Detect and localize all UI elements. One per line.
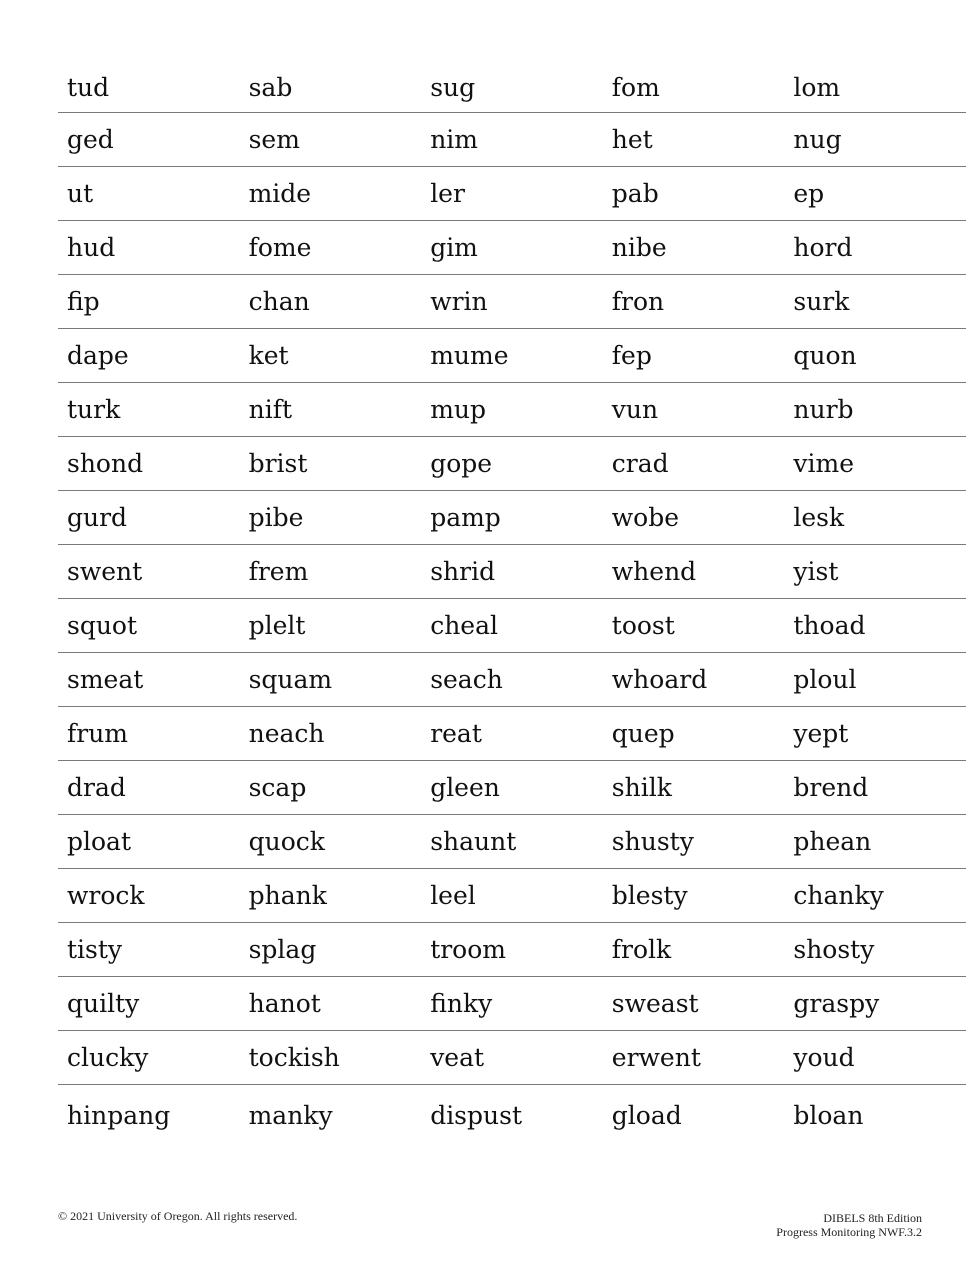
- word-cell: yept: [784, 707, 966, 761]
- word-row: [58, 491, 966, 545]
- word-cell: clucky: [58, 1031, 240, 1085]
- word-cell: drad: [58, 761, 240, 815]
- word-cell: ep: [784, 167, 966, 221]
- word-cell: sem: [240, 113, 422, 167]
- word-cell: phank: [240, 869, 422, 923]
- form-info: [776, 1211, 922, 1239]
- word-cell: yist: [784, 545, 966, 599]
- word-cell: gope: [421, 437, 603, 491]
- word-cell: swent: [58, 545, 240, 599]
- word-row: [58, 923, 966, 977]
- word-cell: hud: [58, 221, 240, 275]
- word-cell: ploul: [784, 653, 966, 707]
- word-cell: shrid: [421, 545, 603, 599]
- word-cell: quock: [240, 815, 422, 869]
- word-cell: fom: [603, 60, 785, 113]
- form-label: Progress Monitoring NWF.3.2: [776, 1225, 922, 1239]
- word-cell: shaunt: [421, 815, 603, 869]
- word-row: [58, 1031, 966, 1085]
- word-cell: vime: [784, 437, 966, 491]
- word-grid-body: [58, 60, 966, 1145]
- word-cell: fome: [240, 221, 422, 275]
- edition-label: DIBELS 8th Edition: [823, 1211, 922, 1225]
- word-cell: fron: [603, 275, 785, 329]
- word-cell: mup: [421, 383, 603, 437]
- word-row: [58, 383, 966, 437]
- word-cell: pamp: [421, 491, 603, 545]
- word-cell: plelt: [240, 599, 422, 653]
- word-cell: brend: [784, 761, 966, 815]
- word-cell: wrin: [421, 275, 603, 329]
- word-cell: sug: [421, 60, 603, 113]
- word-row: [58, 113, 966, 167]
- word-cell: pibe: [240, 491, 422, 545]
- word-cell: smeat: [58, 653, 240, 707]
- copyright-notice: © 2021 University of Oregon. All rights reserved.: [58, 1209, 298, 1223]
- word-cell: finky: [421, 977, 603, 1031]
- word-cell: mume: [421, 329, 603, 383]
- word-row: [58, 599, 966, 653]
- word-cell: nim: [421, 113, 603, 167]
- word-cell: scap: [240, 761, 422, 815]
- word-cell: vun: [603, 383, 785, 437]
- word-cell: squot: [58, 599, 240, 653]
- word-cell: frum: [58, 707, 240, 761]
- word-row: [58, 1085, 966, 1146]
- word-cell: gload: [611, 1100, 682, 1130]
- word-row: [58, 60, 966, 113]
- word-cell: wobe: [603, 491, 785, 545]
- word-cell: thoad: [784, 599, 966, 653]
- word-cell: hanot: [240, 977, 422, 1031]
- word-cell: phean: [784, 815, 966, 869]
- word-cell: youd: [784, 1031, 966, 1085]
- word-cell: squam: [240, 653, 422, 707]
- word-cell: ploat: [58, 815, 240, 869]
- word-cell: fip: [58, 275, 240, 329]
- word-cell: whend: [603, 545, 785, 599]
- word-row: [58, 437, 966, 491]
- word-cell: manky: [248, 1100, 333, 1130]
- word-cell: tisty: [58, 923, 240, 977]
- word-cell: crad: [603, 437, 785, 491]
- word-cell: nurb: [784, 383, 966, 437]
- word-cell: quilty: [58, 977, 240, 1031]
- word-grid: [58, 60, 966, 1145]
- word-cell: fep: [603, 329, 785, 383]
- word-cell: troom: [421, 923, 603, 977]
- word-cell: seach: [421, 653, 603, 707]
- word-row: [58, 869, 966, 923]
- word-cell: gurd: [58, 491, 240, 545]
- word-cell: gim: [421, 221, 603, 275]
- word-cell: whoard: [603, 653, 785, 707]
- word-cell: tockish: [240, 1031, 422, 1085]
- word-cell: quep: [603, 707, 785, 761]
- word-row: [58, 329, 966, 383]
- word-cell: bloan: [793, 1100, 864, 1130]
- word-cell: shond: [58, 437, 240, 491]
- word-cell: chan: [240, 275, 422, 329]
- word-cell: shilk: [603, 761, 785, 815]
- word-cell: blesty: [603, 869, 785, 923]
- word-cell: reat: [421, 707, 603, 761]
- word-cell: frolk: [603, 923, 785, 977]
- word-cell: graspy: [784, 977, 966, 1031]
- word-row: [58, 275, 966, 329]
- word-cell: dape: [58, 329, 240, 383]
- word-cell: shusty: [603, 815, 785, 869]
- word-cell: pab: [603, 167, 785, 221]
- word-row: [58, 707, 966, 761]
- word-row: [58, 167, 966, 221]
- word-cell: surk: [784, 275, 966, 329]
- word-cell: tud: [58, 60, 240, 113]
- word-cell: hord: [784, 221, 966, 275]
- word-cell: hinpang: [67, 1100, 171, 1130]
- word-cell: toost: [603, 599, 785, 653]
- word-cell: lesk: [784, 491, 966, 545]
- word-cell: ler: [421, 167, 603, 221]
- word-cell: ket: [240, 329, 422, 383]
- word-cell: leel: [421, 869, 603, 923]
- word-row: [58, 815, 966, 869]
- word-row: [58, 545, 966, 599]
- word-cell: neach: [240, 707, 422, 761]
- word-cell: shosty: [784, 923, 966, 977]
- word-cell: cheal: [421, 599, 603, 653]
- word-cell: sab: [240, 60, 422, 113]
- word-cell: nift: [240, 383, 422, 437]
- word-cell: gleen: [421, 761, 603, 815]
- word-cell: veat: [421, 1031, 603, 1085]
- word-cell: nibe: [603, 221, 785, 275]
- word-cell: dispust: [430, 1100, 522, 1130]
- word-cell: erwent: [603, 1031, 785, 1085]
- word-cell: frem: [240, 545, 422, 599]
- word-cell: ut: [58, 167, 240, 221]
- word-cell: sweast: [603, 977, 785, 1031]
- word-cell: wrock: [58, 869, 240, 923]
- word-cell: splag: [240, 923, 422, 977]
- word-cell: het: [603, 113, 785, 167]
- word-cell: lom: [784, 60, 966, 113]
- word-cell: brist: [240, 437, 422, 491]
- word-cell: mide: [240, 167, 422, 221]
- word-cell: nug: [784, 113, 966, 167]
- word-cell: quon: [784, 329, 966, 383]
- word-row: [58, 977, 966, 1031]
- word-row: [58, 221, 966, 275]
- word-row: [58, 653, 966, 707]
- word-cell: chanky: [784, 869, 966, 923]
- word-row: [58, 761, 966, 815]
- word-cell: turk: [58, 383, 240, 437]
- word-cell: ged: [58, 113, 240, 167]
